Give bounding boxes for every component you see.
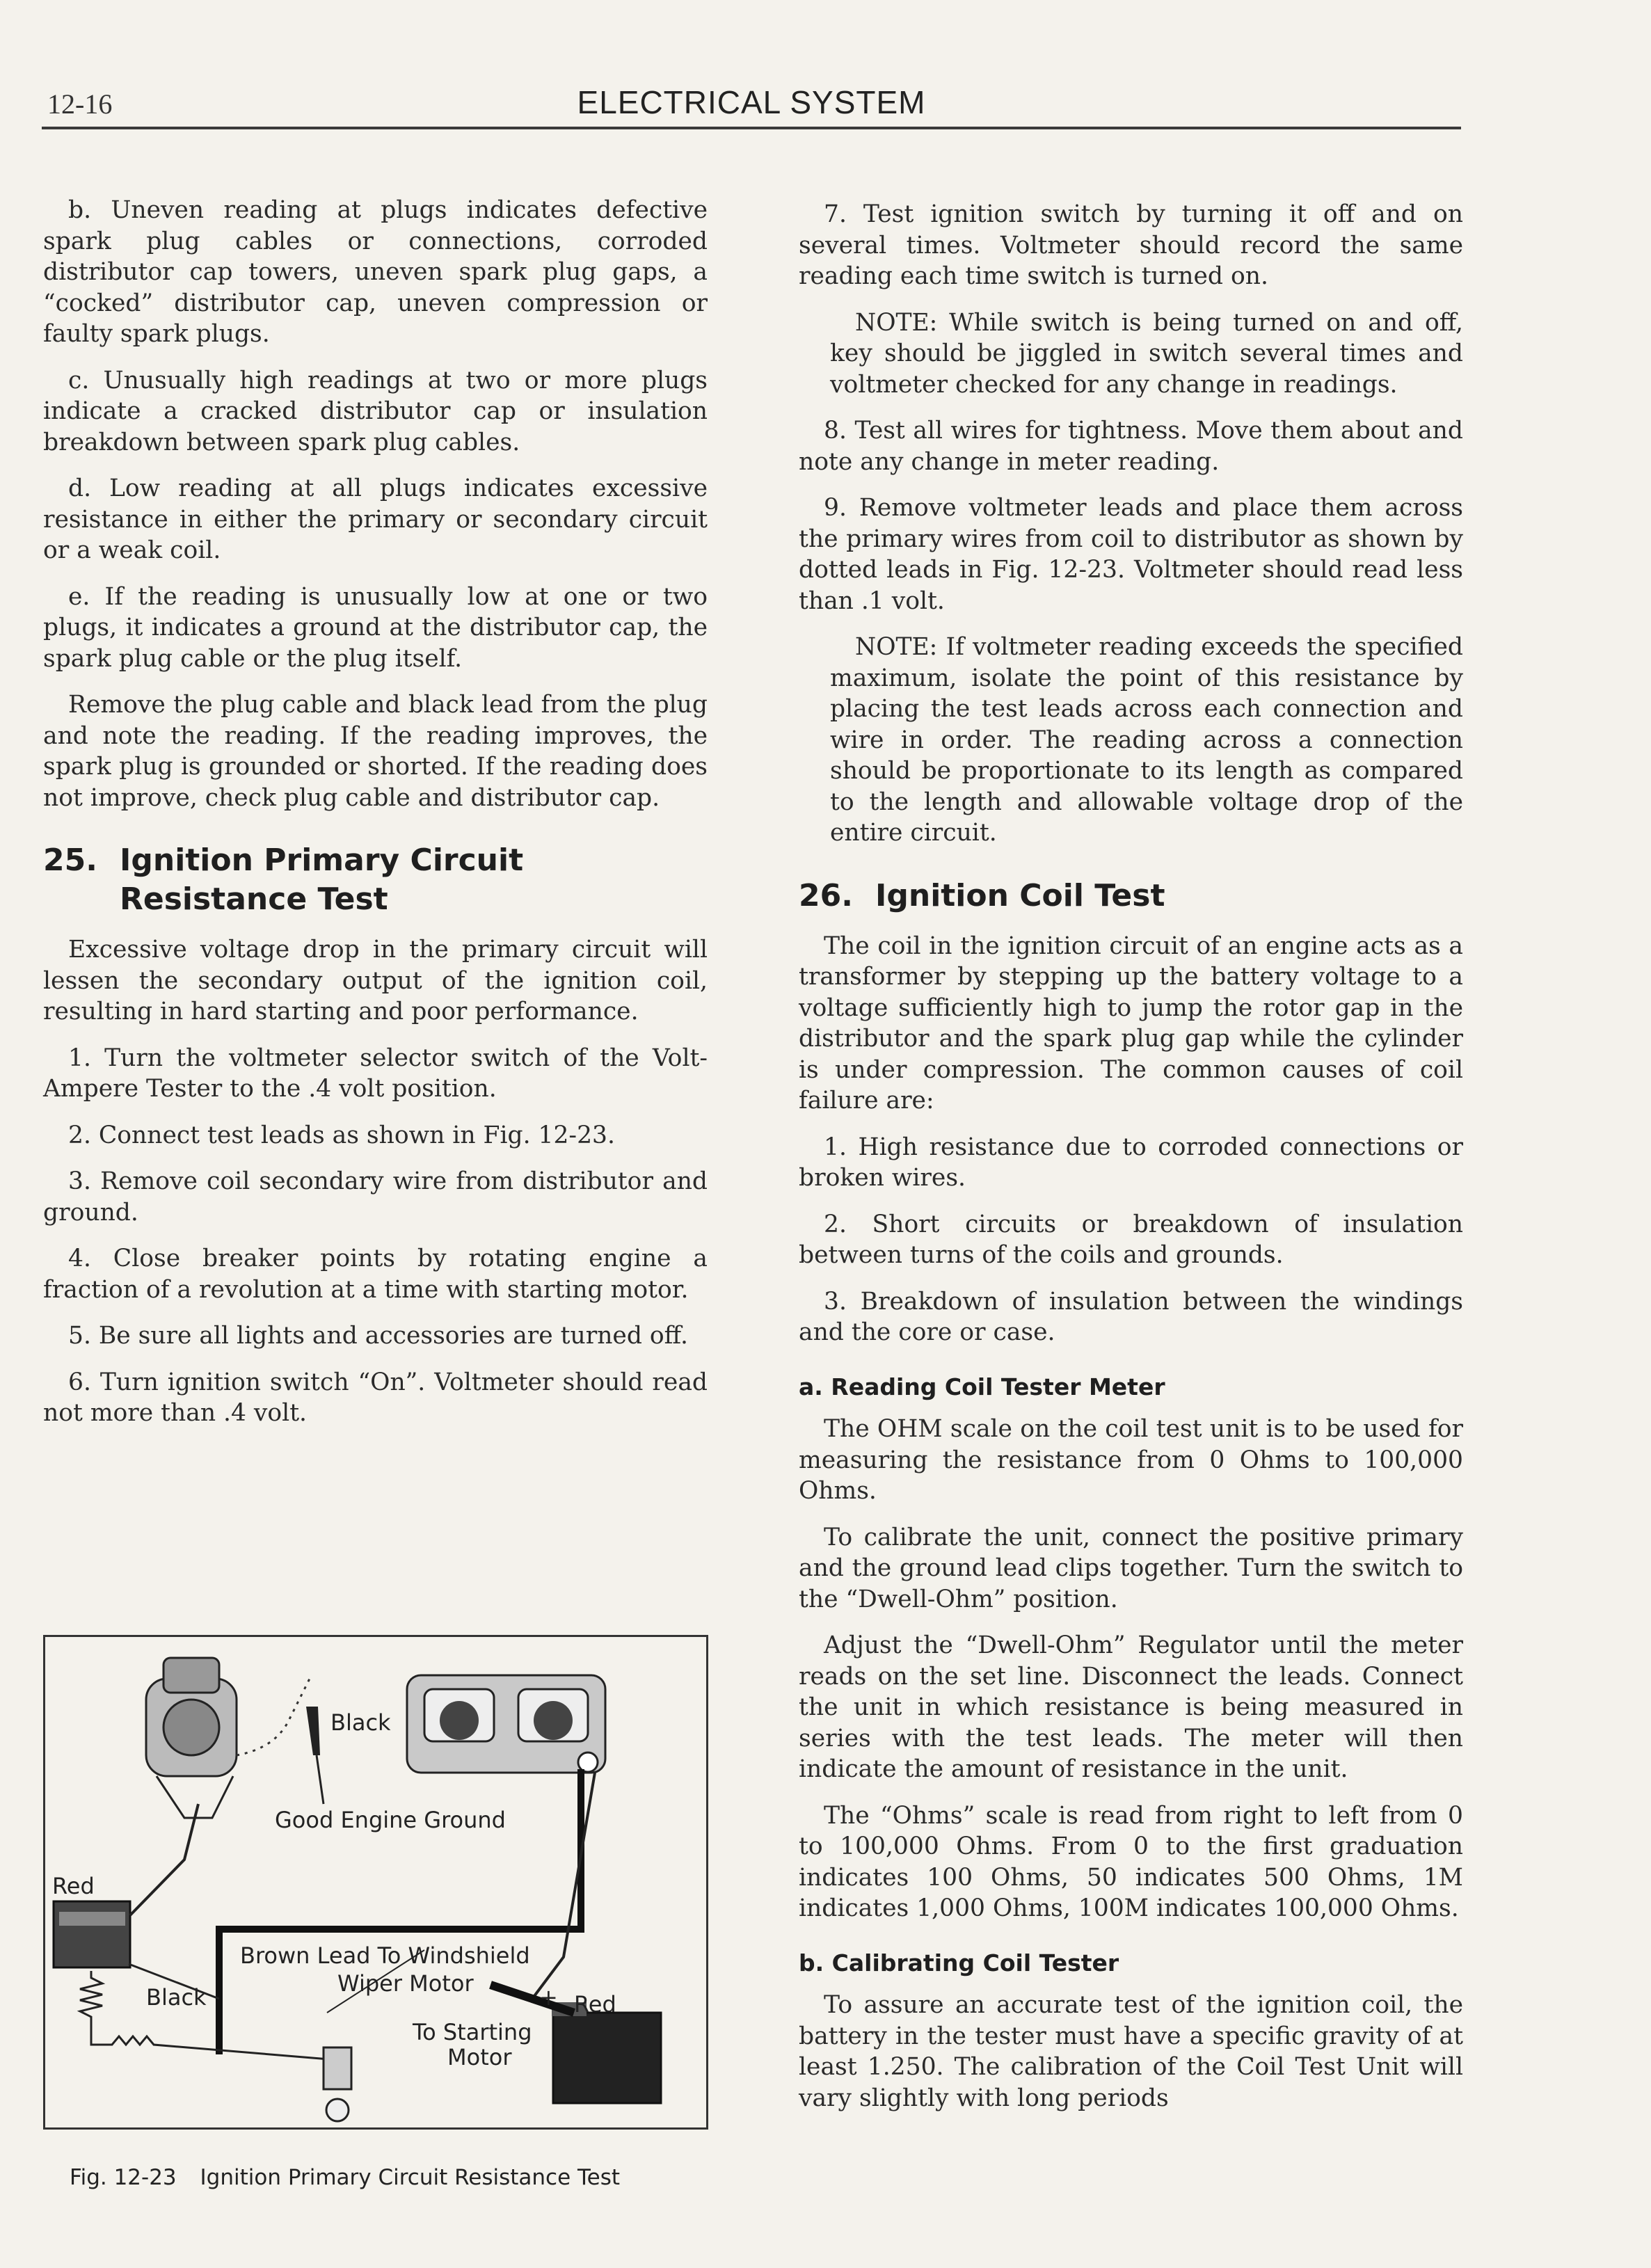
paragraph-e: e. If the reading is unusually low at one or two plugs, it indicates a ground at the distributor cap, the spark plug cable or the plug itself. xyxy=(43,582,708,673)
ignition-coil xyxy=(54,1901,130,1967)
distributor-drawing xyxy=(146,1658,237,1818)
step-5: 5. Be sure all lights and accessories are turned off. xyxy=(68,1322,688,1350)
subsection-a-heading: a. Reading Coil Tester Meter xyxy=(799,1373,1165,1400)
label-brown-lead: Brown Lead To Windshield xyxy=(240,1942,530,1969)
section-number: 26. xyxy=(799,877,853,913)
label-plus: + xyxy=(539,1984,558,2011)
dotted-lead xyxy=(237,1679,310,1755)
step-3: 3. Remove coil secondary wire from distributor and ground. xyxy=(43,1167,708,1227)
paragraph-adjust: Adjust the “Dwell-Ohm” Regulator until the meter reads on the set line. Disconnect the leads. Connect the unit in which resistance is being measured in series with the test leads. The meter will then indicate the amount of resistance in the unit. xyxy=(799,1631,1463,1783)
label-black-top: Black xyxy=(330,1709,391,1736)
step-1: 1. Turn the voltmeter selector switch of the Volt-Ampere Tester to the .4 volt position. xyxy=(43,1044,708,1103)
paragraph-remove-plug: Remove the plug cable and black lead from the plug and note the reading. If the reading improves, the spark plug is grounded or shorted. If the reading does not improve, check plug cable and distributor cap. xyxy=(43,691,708,812)
resistor xyxy=(80,1971,337,2060)
paragraph-coil: The coil in the ignition circuit of an engine acts as a transformer by stepping up the battery voltage to a voltage sufficiently high to jump the rotor gap in the distributor and the spark plug gap while the cylinder is under compression. The common causes of coil failure are: xyxy=(799,932,1463,1115)
label-good-ground: Good Engine Ground xyxy=(275,1807,506,1833)
label-to-starting: To Starting xyxy=(413,2019,532,2045)
black-probe xyxy=(306,1707,320,1755)
page-header xyxy=(42,82,1461,129)
note-switch: NOTE: While switch is being turned on and off, key should be jiggled in switch several times and voltmeter checked for any change in readings. xyxy=(830,308,1463,399)
label-motor: Motor xyxy=(447,2044,512,2070)
label-black-left: Black xyxy=(146,1984,207,2011)
section-title: Ignition Coil Test xyxy=(875,877,1165,913)
caption-title: Ignition Primary Circuit Resistance Test xyxy=(200,2165,621,2190)
caption-number: Fig. 12-23 xyxy=(70,2165,177,2190)
left-column xyxy=(43,195,708,1444)
paragraph-d: d. Low reading at all plugs indicates excessive resistance in either the primary or secondary circuit or a weak coil. xyxy=(43,474,708,564)
ignition-switch xyxy=(324,2047,351,2121)
label-red-left: Red xyxy=(52,1873,95,1899)
right-column xyxy=(799,199,1463,2129)
paragraph-ohm: The OHM scale on the coil test unit is to be used for measuring the resistance from 0 Ohms to 100,000 Ohms. xyxy=(799,1415,1463,1505)
paragraph-assure: To assure an accurate test of the ignition coil, the battery in the tester must have a specific gravity of at least 1.250. The calibration of the Coil Test Unit will vary slightly with long periods xyxy=(799,1991,1463,2112)
figure-12-23 xyxy=(43,1635,708,2130)
paragraph-b: b. Uneven reading at plugs indicates defective spark plug cables or connections, corroded distributor cap towers, uneven spark plug gaps, a “cocked” distributor cap, uneven compression or faulty spark plugs. xyxy=(43,196,708,348)
cause-3: 3. Breakdown of insulation between the windings and the core or case. xyxy=(799,1287,1463,1346)
cause-2: 2. Short circuits or breakdown of insulation between turns of the coils and grounds. xyxy=(799,1210,1463,1269)
section-title: Ignition Primary Circuit Resistance Test xyxy=(120,842,524,917)
note-maximum: NOTE: If voltmeter reading exceeds the specified maximum, isolate the point of this resistance by placing the test leads across each connection and wire in order. The reading across a connection should be proportionate to its length as compared to the length and allowable voltage drop of the entire circuit. xyxy=(830,633,1463,847)
paragraph-scale: The “Ohms” scale is read from right to left from 0 to 100,000 Ohms. From 0 to the first graduation indicates 100 Ohms, 50 indicates 500 Ohms, 1M indicates 1,000 Ohms, 100M indicates 100,000 Ohms. xyxy=(799,1801,1463,1922)
paragraph-calibrate: To calibrate the unit, connect the positive primary and the ground lead clips together. Turn the switch to the “Dwell-Ohm” position. xyxy=(799,1523,1463,1613)
step-2: 2. Connect test leads as shown in Fig. 12-23. xyxy=(68,1121,615,1149)
label-red-right: Red xyxy=(574,1991,616,2018)
subsection-b-heading: b. Calibrating Coil Tester xyxy=(799,1949,1119,1976)
paragraph-excessive: Excessive voltage drop in the primary circuit will lessen the secondary output of the ignition coil, resulting in hard starting and poor performance. xyxy=(43,936,708,1025)
step-4: 4. Close breaker points by rotating engine a fraction of a revolution at a time with starting motor. xyxy=(43,1245,708,1304)
step-9: 9. Remove voltmeter leads and place them across the primary wires from coil to distributor as shown by dotted leads in Fig. 12-23. Voltmeter should read less than .1 volt. xyxy=(799,494,1463,615)
running-title: ELECTRICAL SYSTEM xyxy=(577,84,926,120)
section-26-heading xyxy=(799,877,1463,916)
step-8: 8. Test all wires for tightness. Move them about and note any change in meter reading. xyxy=(799,417,1463,476)
figure-caption xyxy=(70,2165,637,2190)
section-number: 25. xyxy=(43,842,97,878)
volt-ampere-tester xyxy=(407,1675,605,1773)
section-25-heading xyxy=(43,841,708,919)
step-6: 6. Turn ignition switch “On”. Voltmeter should read not more than .4 volt. xyxy=(43,1368,708,1427)
paragraph-c: c. Unusually high readings at two or more plugs indicate a cracked distributor cap or insulation breakdown between spark plug cables. xyxy=(43,366,708,456)
cause-1: 1. High resistance due to corroded connections or broken wires. xyxy=(799,1133,1463,1192)
page-number: 12-16 xyxy=(47,88,113,120)
step-7: 7. Test ignition switch by turning it off and on several times. Voltmeter should record the same reading each time switch is turned on. xyxy=(799,200,1463,290)
label-wiper-motor: Wiper Motor xyxy=(337,1970,474,1997)
